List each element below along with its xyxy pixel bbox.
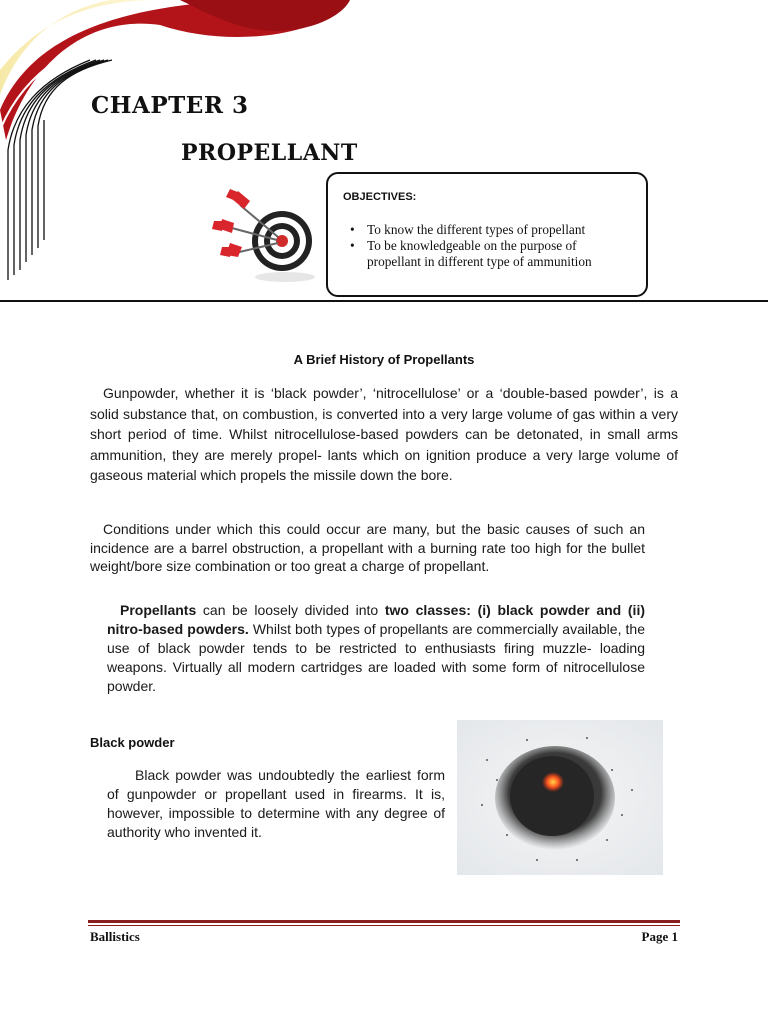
- objectives-box: [326, 172, 648, 297]
- chapter-title: PROPELLANT: [181, 140, 358, 166]
- history-paragraph-1: Gunpowder, whether it is ‘black powder’, ‘nitrocellulose’ or a ‘double-based powder’, is a solid substance that, on combustion, is converted into a very large volume of gas within a very short period of time. Whilst nitrocellulose-based powders can be detonated, in small arms ammunition, they are merely propel- lants which on ignition produce a very large volume of gaseous material which propels the missile down the bore.: [90, 385, 678, 483]
- footer-course-name: Ballistics: [90, 929, 140, 944]
- footer-page-number: Page 1: [641, 929, 678, 944]
- history-paragraph-2: Conditions under which this could occur are many, but the basic causes of such an incidence are a barrel obstruction, a propellant with a burning rate too high for the bullet weight/bore size combination or too great a charge of propellant.: [90, 521, 645, 574]
- black-powder-heading: Black powder: [90, 735, 175, 750]
- black-powder-paragraph: Black powder was undoubtedly the earliest form of gunpowder or propellant used in firearms. It is, however, impossible to determine with any degree of authority who invented it.: [107, 767, 445, 840]
- footer-rule-thin: [88, 925, 680, 926]
- objectives-heading: OBJECTIVES:: [343, 191, 417, 203]
- bullet-icon: •: [350, 238, 355, 253]
- header-divider: [0, 300, 768, 302]
- history-paragraph-3: Propellants can be loosely divided into two classes: (i) black powder and (ii) nitro-based powders. Whilst both types of propellants are commercially available, the use of black powder tends to be restricted to enthusiasts firing muzzle- loading weapons. Virtually all modern cartridges are loaded with some form of nitrocellulose powder.: [107, 602, 645, 694]
- dartboard-target-icon: [200, 185, 320, 285]
- objectives-list: [350, 222, 630, 270]
- chapter-number: CHAPTER 3: [91, 92, 249, 119]
- section-heading: A Brief History of Propellants: [293, 352, 475, 367]
- black-powder-explosion-photo: [457, 720, 663, 875]
- objective-item: • To know the different types of propellant: [350, 222, 586, 237]
- objective-item: • To be knowledgeable on the purpose of propellant in different type of ammunition: [350, 238, 592, 269]
- footer-rule: [88, 920, 680, 923]
- bullet-icon: •: [350, 222, 355, 237]
